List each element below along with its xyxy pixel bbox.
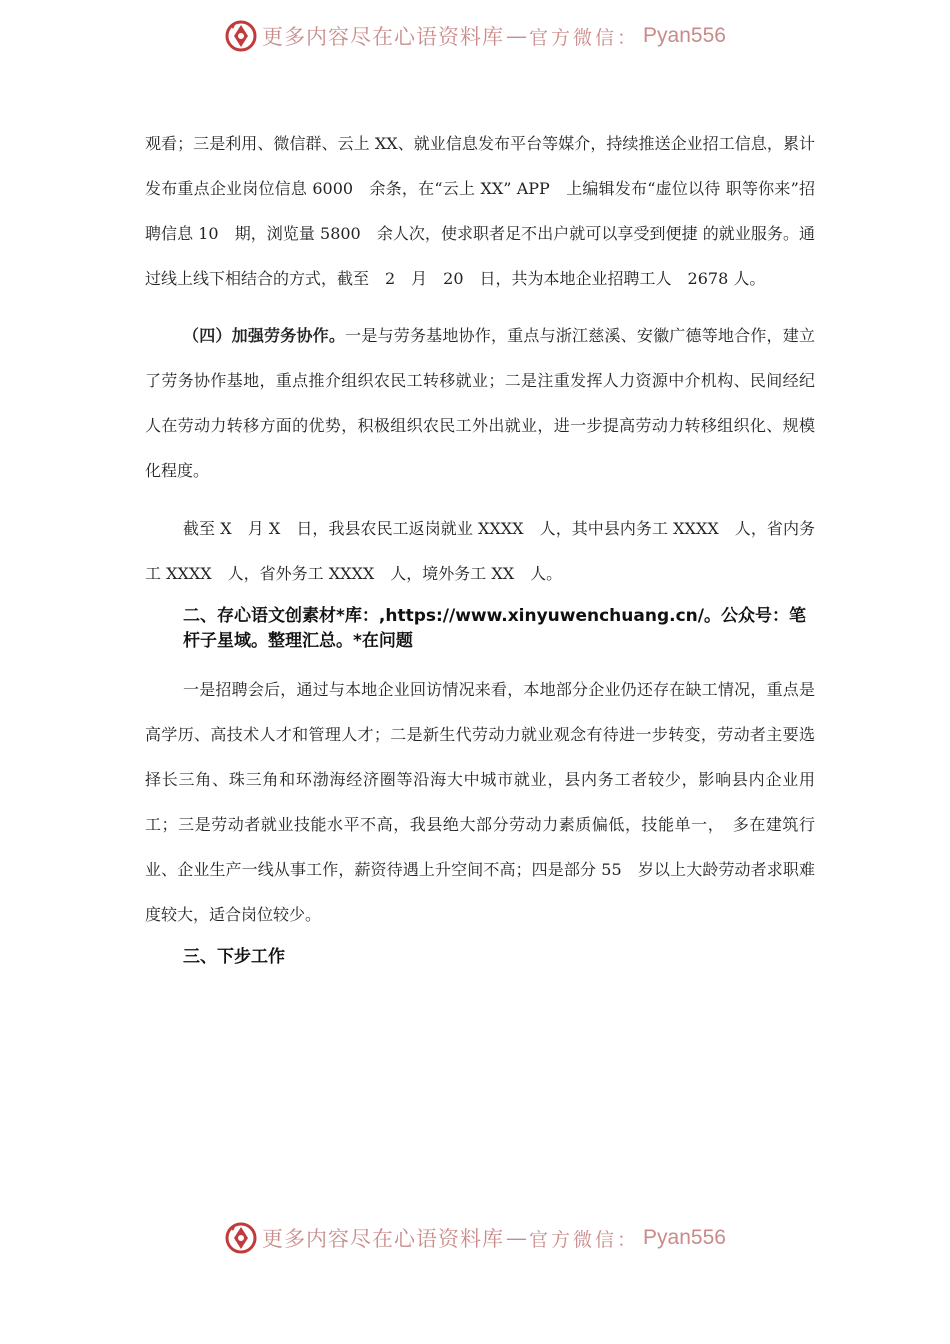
- header-watermark-banner: [0, 16, 950, 56]
- pen-nib-logo-icon: [224, 1221, 258, 1255]
- banner-label: 官方微信：: [529, 1228, 640, 1251]
- section-2-heading: 二、存心语文创素材*库：,https://www.xinyuwenchuang.cn/。公众号：笔杆子星域。整理汇总。*在问题: [183, 606, 806, 651]
- banner-wechat-id: Pyan556: [643, 24, 726, 47]
- pen-nib-logo-icon: [224, 19, 258, 53]
- footer-watermark-banner: [0, 1218, 950, 1258]
- banner-label: 官方微信：: [529, 26, 640, 49]
- banner-separator: —: [506, 1226, 528, 1250]
- section-4-heading: （四）加强劳务协作。: [183, 326, 346, 345]
- paragraph-return-employment: 截至 X 月 X 日，我县农民工返岗就业 XXXX 人，其中县内务工 XXXX 人，省内务工 XXXX 人，省外务工 XXXX 人，境外务工 XX 人。: [145, 519, 815, 583]
- banner-separator: —: [506, 24, 528, 48]
- paragraph-recruitment-online: 观看；三是利用、微信群、云上 XX、就业信息发布平台等媒介，持续推送企业招工信息，累计发布重点企业岗位信息 6000 余条，在“云上 XX” APP 上编辑发布“虚位以待 职等你来”招聘信息 10 期，浏览量 5800 余人次，使求职者足不出户就可以享受到便捷 的就业服务。通过线上线下相结合的方式，截至 2 月 20 日，共为本地企业招聘工人 2678 人。: [145, 134, 815, 288]
- section-3-heading: 三、下步工作: [183, 947, 285, 967]
- banner-text: 更多内容尽在心语资料库: [262, 1227, 505, 1251]
- banner-text: 更多内容尽在心语资料库: [262, 25, 505, 49]
- banner-wechat-id: Pyan556: [643, 1226, 726, 1249]
- paragraph-labor-cooperation: [145, 313, 815, 493]
- document-body: [145, 121, 815, 972]
- paragraph-labor-cooperation-body: 一是与劳务基地协作，重点与浙江慈溪、安徽广德等地合作，建立了劳务协作基地，重点推介组织农民工转移就业；二是注重发挥人力资源中介机构、民间经纪人在劳动力转移方面的优势，积极组织农民工外出就业，进一步提高劳动力转移组织化、规模化程度。: [145, 326, 815, 480]
- paragraph-problems: 一是招聘会后，通过与本地企业回访情况来看，本地部分企业仍还存在缺工情况，重点是高学历、高技术人才和管理人才；二是新生代劳动力就业观念有待进一步转变，劳动者主要选择长三角、珠三角和环渤海经济圈等沿海大中城市就业，县内务工者较少，影响县内企业用工；三是劳动者就业技能水平不高，我县绝大部分劳动力素质偏低，技能单一， 多在建筑行业、企业生产一线从事工作，薪资待遇上升空间不高；四是部分 55 岁以上大龄劳动者求职难度较大，适合岗位较少。: [145, 680, 815, 924]
